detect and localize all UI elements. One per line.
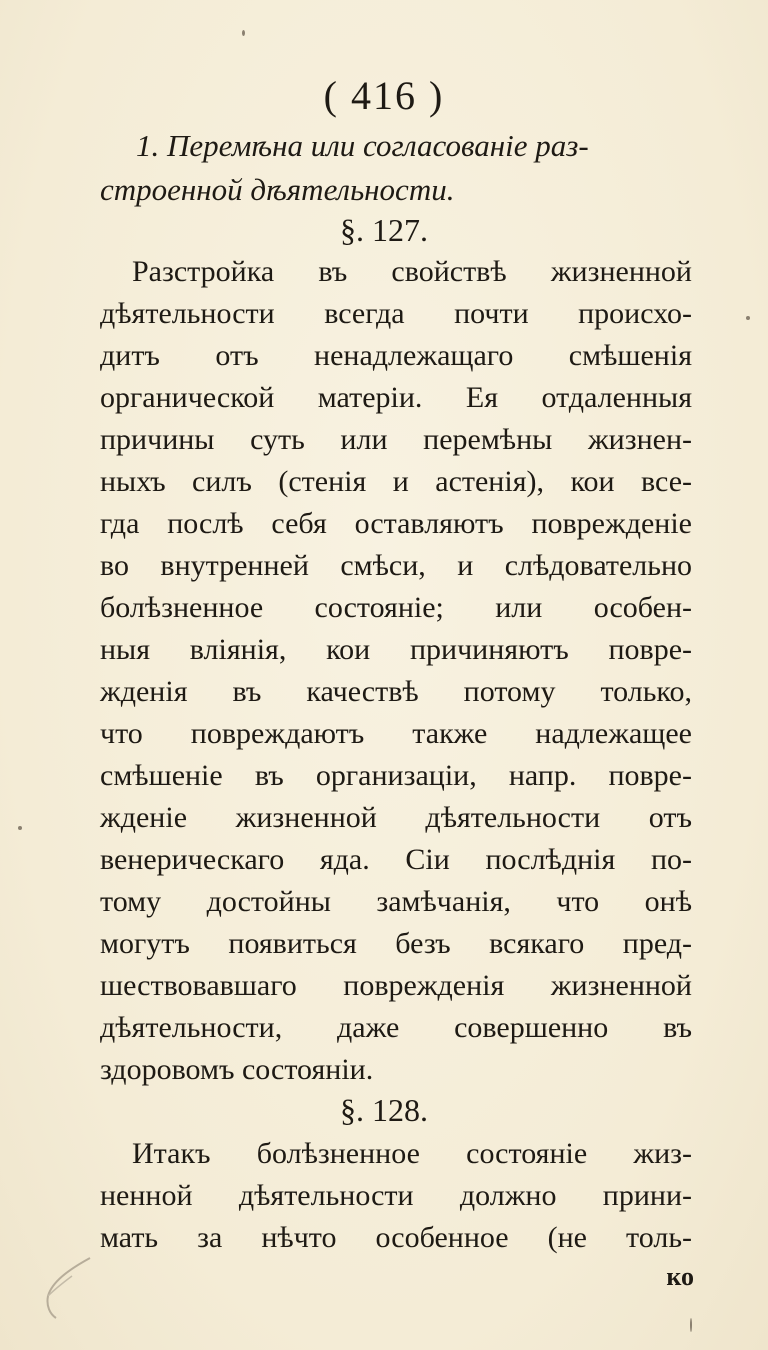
paper-speck [746, 316, 750, 320]
section-heading-line-1: 1. Перемѣна или согласованіе раз- [136, 128, 589, 163]
paragraph-mark: §. 127. [340, 212, 428, 248]
text-line: шествовавшаго поврежденія жизненной [100, 969, 692, 1002]
text-line: причины суть или перемѣны жизнен- [100, 423, 692, 456]
text-line: жденіе жизненной дѣятельности отъ [100, 801, 692, 834]
text-line: дитъ отъ ненадлежащаго смѣшенія [100, 339, 692, 372]
text-line: тому достойны замѣчанія, что онѣ [100, 885, 692, 918]
paper-speck [18, 826, 22, 830]
catchword: ко [666, 1262, 694, 1291]
text-line: Итакъ болѣзненное состояніе жиз- [132, 1137, 692, 1170]
text-line: здоровомъ состояніи. [100, 1053, 374, 1086]
text-line: Разстройка въ свойствѣ жизненной [132, 255, 692, 288]
section-heading-line-2: строенной дѣятельности. [100, 172, 455, 207]
text-line: что повреждаютъ также надлежащее [100, 717, 692, 750]
text-line: гда послѣ себя оставляютъ поврежденіе [100, 507, 692, 540]
paper-speck [690, 1318, 692, 1332]
text-line: органической матеріи. Ея отдаленныя [100, 381, 692, 414]
paragraph-mark: §. 128. [340, 1092, 428, 1128]
text-line: дѣятельности всегда почти происхо- [100, 297, 692, 330]
text-line: венерическаго яда. Сіи послѣднія по- [100, 843, 692, 876]
text-line: ныхъ силъ (стенія и астенія), кои все- [100, 465, 692, 498]
text-line: дѣятельности, даже совершенно въ [100, 1011, 692, 1044]
text-line: ненной дѣятельности должно прини- [100, 1179, 692, 1212]
text-line: мать за нѣчто особенное (не толь- [100, 1221, 692, 1254]
pencil-mark-icon [38, 1252, 98, 1322]
text-line: во внутренней смѣси, и слѣдовательно [100, 549, 692, 582]
text-line: могутъ появиться безъ всякаго пред- [100, 927, 692, 960]
text-line: смѣшеніе въ организаціи, напр. повре- [100, 759, 692, 792]
text-line: ныя вліянія, кои причиняютъ повре- [100, 633, 692, 666]
text-line: жденія въ качествѣ потому только, [100, 675, 692, 708]
page-number: ( 416 ) [323, 73, 445, 118]
text-line: болѣзненное состояніе; или особен- [100, 591, 692, 624]
paper-speck [242, 30, 245, 36]
